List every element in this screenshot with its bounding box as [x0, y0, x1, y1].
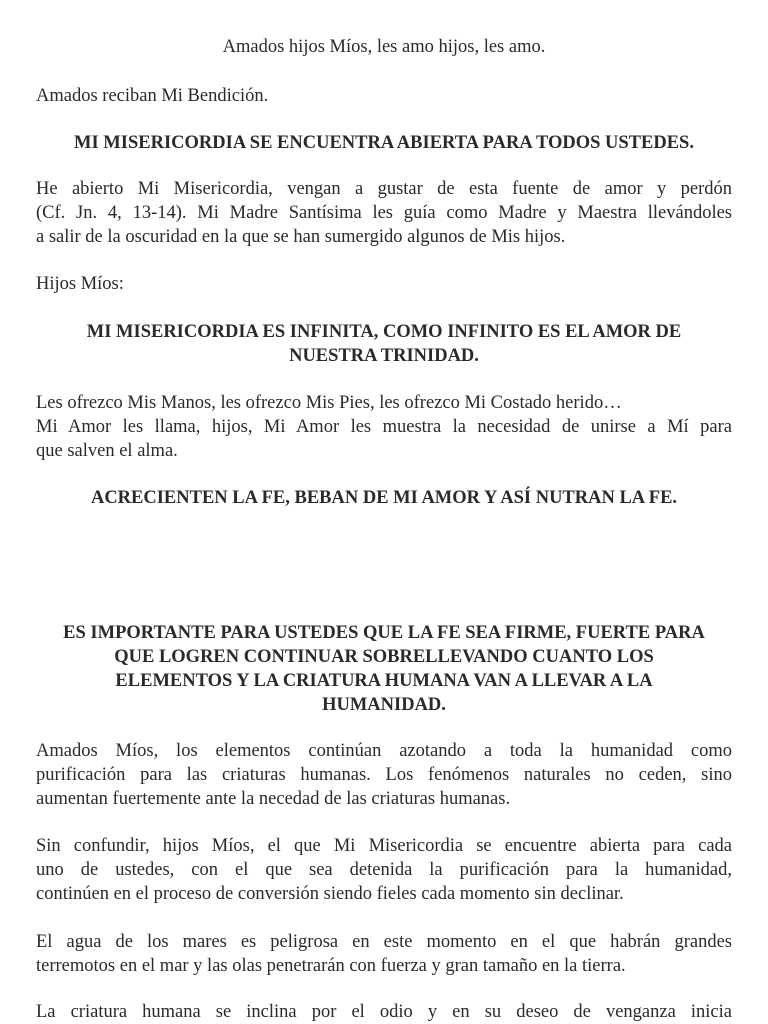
- paragraph-line: purificación para las criaturas humanas. Los fenómenos naturales no ceden, sino: [36, 765, 732, 785]
- heading-mercy-open: [36, 131, 732, 155]
- paragraph-line: a salir de la oscuridad en la que se han sumergido algunos de Mis hijos.: [36, 227, 566, 247]
- heading-line: NUESTRA TRINIDAD.: [289, 346, 479, 366]
- heading-line: ES IMPORTANTE PARA USTEDES QUE LA FE SEA FIRME, FUERTE PARA: [63, 623, 705, 643]
- paragraph-line: (Cf. Jn. 4, 13-14). Mi Madre Santísima les guía como Madre y Maestra llevándoles: [36, 203, 732, 223]
- salutation-line: [36, 272, 732, 296]
- blessing-line: [36, 84, 732, 108]
- paragraph-line: terremotos en el mar y las olas penetrarán con fuerza y gran tamaño en la tierra.: [36, 956, 626, 976]
- paragraph-hatred: [36, 1000, 732, 1024]
- heading-mercy-infinite: [36, 320, 732, 368]
- blessing-text: Amados reciban Mi Bendición.: [36, 86, 269, 106]
- paragraph-line: Amados Míos, los elementos continúan azotando a toda la humanidad como: [36, 741, 732, 761]
- paragraph-line: que salven el alma.: [36, 441, 178, 461]
- greeting-line: [36, 35, 732, 59]
- paragraph-elements: [36, 739, 732, 811]
- paragraph-conversion: [36, 834, 732, 906]
- paragraph-line: continúen en el proceso de conversión siendo fieles cada momento sin declinar.: [36, 884, 624, 904]
- paragraph-line: aumentan fuertemente ante la necedad de las criaturas humanas.: [36, 789, 511, 809]
- heading-line: ELEMENTOS Y LA CRIATURA HUMANA VAN A LLEVAR A LA: [115, 671, 653, 691]
- paragraph-sea-water: [36, 930, 732, 978]
- paragraph-offering: [36, 391, 732, 463]
- heading-firm-faith: [36, 621, 732, 717]
- paragraph-line: Sin confundir, hijos Míos, el que Mi Misericordia se encuentre abierta para cada: [36, 836, 732, 856]
- paragraph-line: He abierto Mi Misericordia, vengan a gustar de esta fuente de amor y perdón: [36, 179, 732, 199]
- paragraph-line: La criatura humana se inclina por el odio y en su deseo de venganza inicia: [36, 1002, 732, 1022]
- paragraph-line: uno de ustedes, con el que sea detenida la purificación para la humanidad,: [36, 860, 732, 880]
- paragraph-line: El agua de los mares es peligrosa en este momento en el que habrán grandes: [36, 932, 732, 952]
- paragraph-line: Les ofrezco Mis Manos, les ofrezco Mis Pies, les ofrezco Mi Costado herido…: [36, 393, 622, 413]
- heading-increase-faith-text: ACRECIENTEN LA FE, BEBAN DE MI AMOR Y ASÍ NUTRAN LA FE.: [90, 488, 678, 508]
- salutation-text: Hijos Míos:: [36, 274, 124, 294]
- heading-increase-faith: [36, 486, 732, 510]
- paragraph-line: Mi Amor les llama, hijos, Mi Amor les muestra la necesidad de unirse a Mí para: [36, 417, 732, 437]
- paragraph-mercy-opened: [36, 177, 732, 249]
- heading-line: HUMANIDAD.: [322, 695, 446, 715]
- heading-mercy-open-text: MI MISERICORDIA SE ENCUENTRA ABIERTA PARA TODOS USTEDES.: [74, 133, 694, 153]
- heading-line: MI MISERICORDIA ES INFINITA, COMO INFINITO ES EL AMOR DE: [86, 322, 682, 342]
- heading-line: QUE LOGREN CONTINUAR SOBRELLEVANDO CUANTO LOS: [114, 647, 654, 667]
- greeting-text: Amados hijos Míos, les amo hijos, les amo.: [222, 37, 546, 57]
